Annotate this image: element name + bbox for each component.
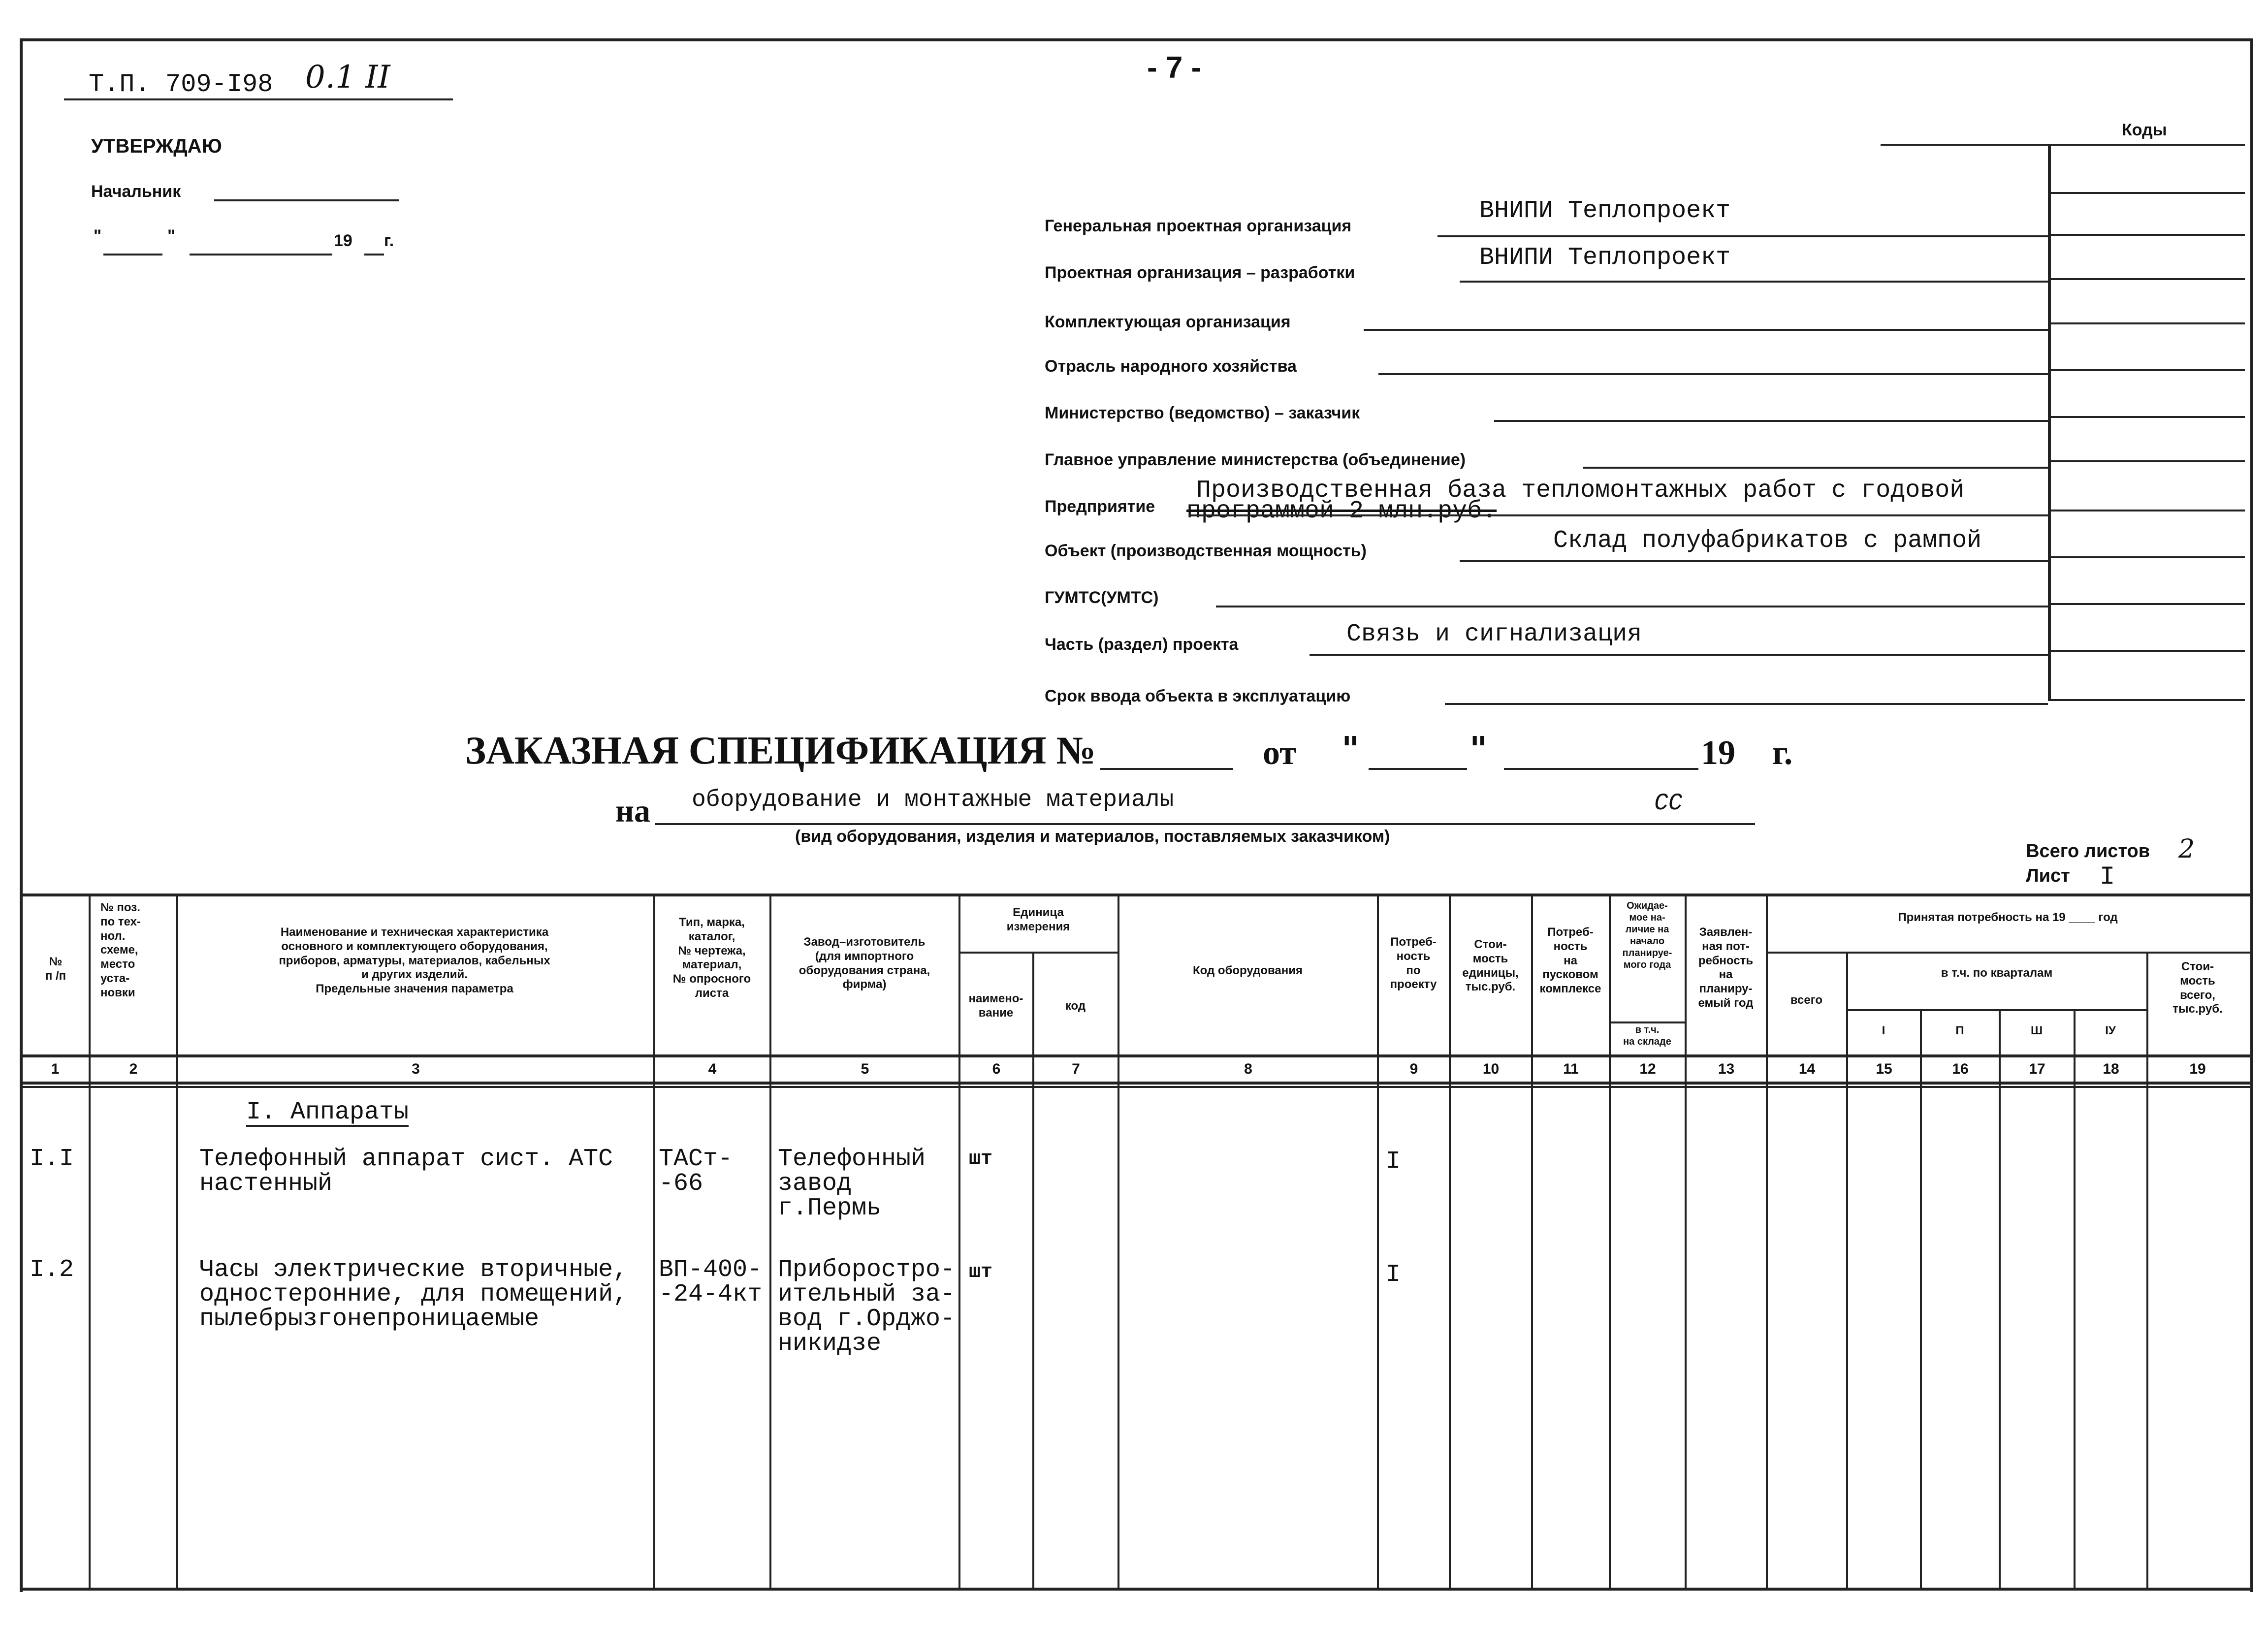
org-field-label-ministry: Министерство (ведомство) – заказчик	[1045, 404, 1360, 422]
total-sheets-label: Всего листов	[2026, 841, 2150, 862]
col-line	[1531, 894, 1533, 1589]
column-number: 16	[1952, 1061, 1969, 1077]
column-number: 11	[1563, 1061, 1579, 1077]
col-line	[1846, 952, 1848, 1589]
column-number: 8	[1244, 1061, 1252, 1077]
col-line	[1032, 952, 1034, 1589]
column-number: 13	[1718, 1061, 1735, 1077]
column-number: 3	[412, 1061, 420, 1077]
row-unit: шт	[969, 1148, 993, 1170]
col-line	[1118, 894, 1119, 1589]
org-field-value-object: Склад полуфабрикатов с рампой	[1553, 527, 1982, 555]
org-field-line	[1460, 281, 2048, 283]
column-number: 14	[1798, 1061, 1816, 1077]
header-col-5: Завод–изготовитель (для импортного оборудования страна, фирма)	[799, 935, 930, 991]
codes-row-line	[2048, 556, 2245, 558]
codes-row-line	[2048, 603, 2245, 605]
codes-row-line	[2048, 192, 2245, 194]
column-number: 10	[1482, 1061, 1500, 1077]
column-number: 18	[2103, 1061, 2119, 1077]
org-field-label-developer: Проектная организация – разработки	[1045, 263, 1355, 282]
codes-top-line	[1881, 144, 2245, 146]
org-field-label-branch: Отрасль народного хозяйства	[1045, 357, 1297, 376]
row-number: I.I	[30, 1145, 74, 1173]
row-type: ТАСт- -66	[659, 1145, 733, 1198]
org-field-value-part: Связь и сигнализация	[1346, 620, 1642, 648]
doc-code-underline	[64, 98, 453, 100]
approve-title: УТВЕРЖДАЮ	[91, 135, 222, 157]
table-numbers-bottom-double	[20, 1086, 2250, 1088]
header-col-13: Заявлен- ная пот- ребность на планиру- емый год	[1698, 926, 1754, 1010]
page-number: - 7 -	[1147, 51, 1202, 85]
row-qty: I	[1386, 1148, 1401, 1176]
col-line	[1920, 1009, 1922, 1589]
col-line	[2146, 952, 2148, 1589]
org-field-line	[1460, 560, 2048, 562]
doc-code-handwritten: 0.1 II	[305, 59, 390, 96]
table-numbers-bottom	[20, 1082, 2250, 1085]
header-col-4: Тип, марка, каталог, № чертежа, материал, № опросного листа	[672, 916, 751, 1000]
header-col-19: Стои- мость всего, тыс.руб.	[2172, 960, 2223, 1016]
header-col-14: всего	[1790, 993, 1823, 1007]
org-field-label-enterprise: Предприятие	[1045, 497, 1155, 516]
header-col-3: Наименование и техническая характеристика основного и комплектующего оборудования, приборов, арматуры, материалов, кабельных и других изделий. Предельные значения параметра	[279, 926, 550, 996]
spec-na-line	[655, 823, 1755, 825]
header-col-7: код	[1065, 999, 1086, 1013]
date-year-prefix: 19	[334, 231, 352, 250]
date-quote-open: "	[94, 226, 102, 245]
org-field-label-gumts: ГУМТС(УМТС)	[1045, 588, 1159, 607]
org-field-label-part: Часть (раздел) проекта	[1045, 635, 1239, 654]
header-col-1: № п /п	[45, 955, 66, 983]
spec-year-suffix: г.	[1772, 734, 1793, 772]
row-maker: Приборостро- ительный за- вод г.Орджо- никидзе	[778, 1256, 956, 1358]
col-line	[1449, 894, 1451, 1589]
org-field-line	[1378, 373, 2048, 375]
codes-row-line	[2048, 650, 2245, 652]
column-number: 2	[129, 1061, 138, 1077]
spec-year: 19	[1701, 734, 1735, 772]
column-number: 12	[1639, 1061, 1656, 1077]
header-col-12b: в т.ч. на складе	[1623, 1024, 1671, 1047]
column-number: 19	[2189, 1061, 2206, 1077]
org-field-label-general: Генеральная проектная организация	[1045, 217, 1352, 235]
row-maker: Телефонный завод г.Пермь	[778, 1145, 926, 1222]
org-field-value-general: ВНИПИ Теплопроект	[1479, 197, 1731, 225]
codes-row-line	[2048, 416, 2245, 418]
org-field-line	[1189, 514, 2048, 516]
spec-subcaption: (вид оборудования, изделия и материалов, поставляемых заказчиком)	[795, 827, 1390, 846]
date-year-suffix: г.	[384, 231, 394, 250]
column-number: 17	[2029, 1061, 2045, 1077]
codes-row-line	[2048, 322, 2245, 324]
header-col-9: Потреб- ность по проекту	[1390, 935, 1437, 991]
org-field-label-object: Объект (производственная мощность)	[1045, 542, 1367, 560]
spec-title: ЗАКАЗНАЯ СПЕЦИФИКАЦИЯ №	[465, 729, 1096, 772]
col-line	[1999, 1009, 2001, 1589]
org-field-value-enterprise-struck: программой 2 млн.руб.	[1186, 497, 1497, 525]
column-number: 9	[1409, 1061, 1418, 1077]
row-unit: шт	[969, 1261, 993, 1283]
spec-day-line	[1369, 768, 1467, 770]
col-line	[769, 894, 771, 1589]
org-field-line	[1437, 235, 2048, 237]
org-field-line	[1583, 467, 2048, 469]
section-title: I. Аппараты	[246, 1098, 409, 1126]
header-col-2: № поз. по тех- нол. схеме, место уста- новки	[100, 901, 141, 999]
row-number: I.2	[30, 1256, 74, 1284]
row-type: ВП-400- -24-4кт	[659, 1256, 763, 1309]
header-col-10: Стои- мость единицы, тыс.руб.	[1462, 938, 1519, 994]
column-number: 4	[708, 1061, 717, 1077]
row-qty: I	[1386, 1261, 1401, 1289]
org-field-label-supplier: Комплектующая организация	[1045, 313, 1291, 331]
header-unit: Единица измерения	[1006, 906, 1070, 933]
unit-sub-line	[958, 952, 1118, 954]
date-quote-close: "	[167, 226, 176, 245]
chief-signature-line	[214, 199, 399, 201]
col-line	[2074, 1009, 2076, 1589]
accepted-sub-line	[1766, 952, 2250, 954]
column-number: 7	[1072, 1061, 1080, 1077]
column-number: 5	[861, 1061, 869, 1077]
header-col-6: наимено- вание	[968, 992, 1023, 1020]
spec-quote-open: "	[1342, 729, 1360, 769]
page-bottom-line	[20, 1588, 2250, 1591]
sheet-label: Лист	[2026, 865, 2070, 886]
org-field-label-deadline: Срок ввода объекта в эксплуатацию	[1045, 687, 1351, 705]
col-line	[1377, 894, 1379, 1589]
header-accepted: Принятая потребность на 19 ____ год	[1898, 911, 2118, 924]
total-sheets-value: 2	[2178, 834, 2195, 864]
spec-number-line	[1100, 768, 1233, 770]
org-field-line	[1216, 606, 2048, 607]
header-col-17: Ш	[2030, 1024, 2043, 1037]
column-number: 1	[51, 1061, 60, 1077]
codes-row-line	[2048, 699, 2245, 701]
row-name: Телефонный аппарат сист. АТС настенный	[199, 1145, 613, 1198]
date-year-line	[364, 254, 384, 255]
spec-quote-close: "	[1469, 729, 1488, 769]
date-month-line	[190, 254, 332, 255]
org-field-line	[1445, 703, 2048, 705]
header-col-16: П	[1955, 1024, 1964, 1037]
spec-na-label: на	[615, 793, 651, 829]
header-quarters: в т.ч. по кварталам	[1941, 966, 2053, 980]
spec-month-line	[1504, 768, 1698, 770]
org-field-line	[1364, 329, 2048, 331]
table-top-border	[20, 894, 2250, 896]
org-field-value-developer: ВНИПИ Теплопроект	[1479, 244, 1731, 272]
date-day-line	[103, 254, 162, 255]
org-field-value-enterprise: Производственная база тепломонтажных работ с годовой	[1196, 477, 1965, 505]
col-line	[1609, 894, 1611, 1589]
spec-na-code: СС	[1654, 790, 1683, 817]
header-col-15: I	[1882, 1024, 1885, 1037]
codes-row-line	[2048, 369, 2245, 371]
codes-label: Коды	[2122, 121, 2167, 139]
codes-box-left	[2048, 144, 2051, 700]
codes-row-line	[2048, 460, 2245, 462]
col12-sub-line	[1609, 1021, 1685, 1023]
column-number: 15	[1876, 1061, 1892, 1077]
quarters-sub-line	[1846, 1009, 2146, 1011]
spec-ot: от	[1263, 734, 1297, 772]
column-number: 6	[992, 1061, 1001, 1077]
doc-code: Т.П. 709-I98	[89, 70, 273, 99]
header-col-8: Код оборудования	[1192, 964, 1303, 977]
header-col-11: Потреб- ность на пусковом комплексе	[1539, 926, 1601, 996]
org-field-line	[1310, 654, 2048, 656]
table-header-bottom	[20, 1054, 2250, 1057]
chief-label: Начальник	[91, 182, 181, 201]
sheet-value: I	[2100, 862, 2115, 892]
org-field-line	[1494, 420, 2048, 422]
org-field-label-main-dept: Главное управление министерства (объединение)	[1045, 450, 1466, 469]
header-col-12: Ожидае- мое на- личие на начало планируе- мого года	[1622, 900, 1672, 970]
row-name: Часы электрические вторичные, одностеронние, для помещений, пылебрызгонепроницаемые	[199, 1256, 628, 1333]
codes-row-line	[2048, 278, 2245, 280]
codes-row-line	[2048, 234, 2245, 236]
codes-row-line	[2048, 510, 2245, 511]
header-col-18: IУ	[2105, 1024, 2116, 1037]
spec-na-value: оборудование и монтажные материалы	[692, 787, 1174, 813]
